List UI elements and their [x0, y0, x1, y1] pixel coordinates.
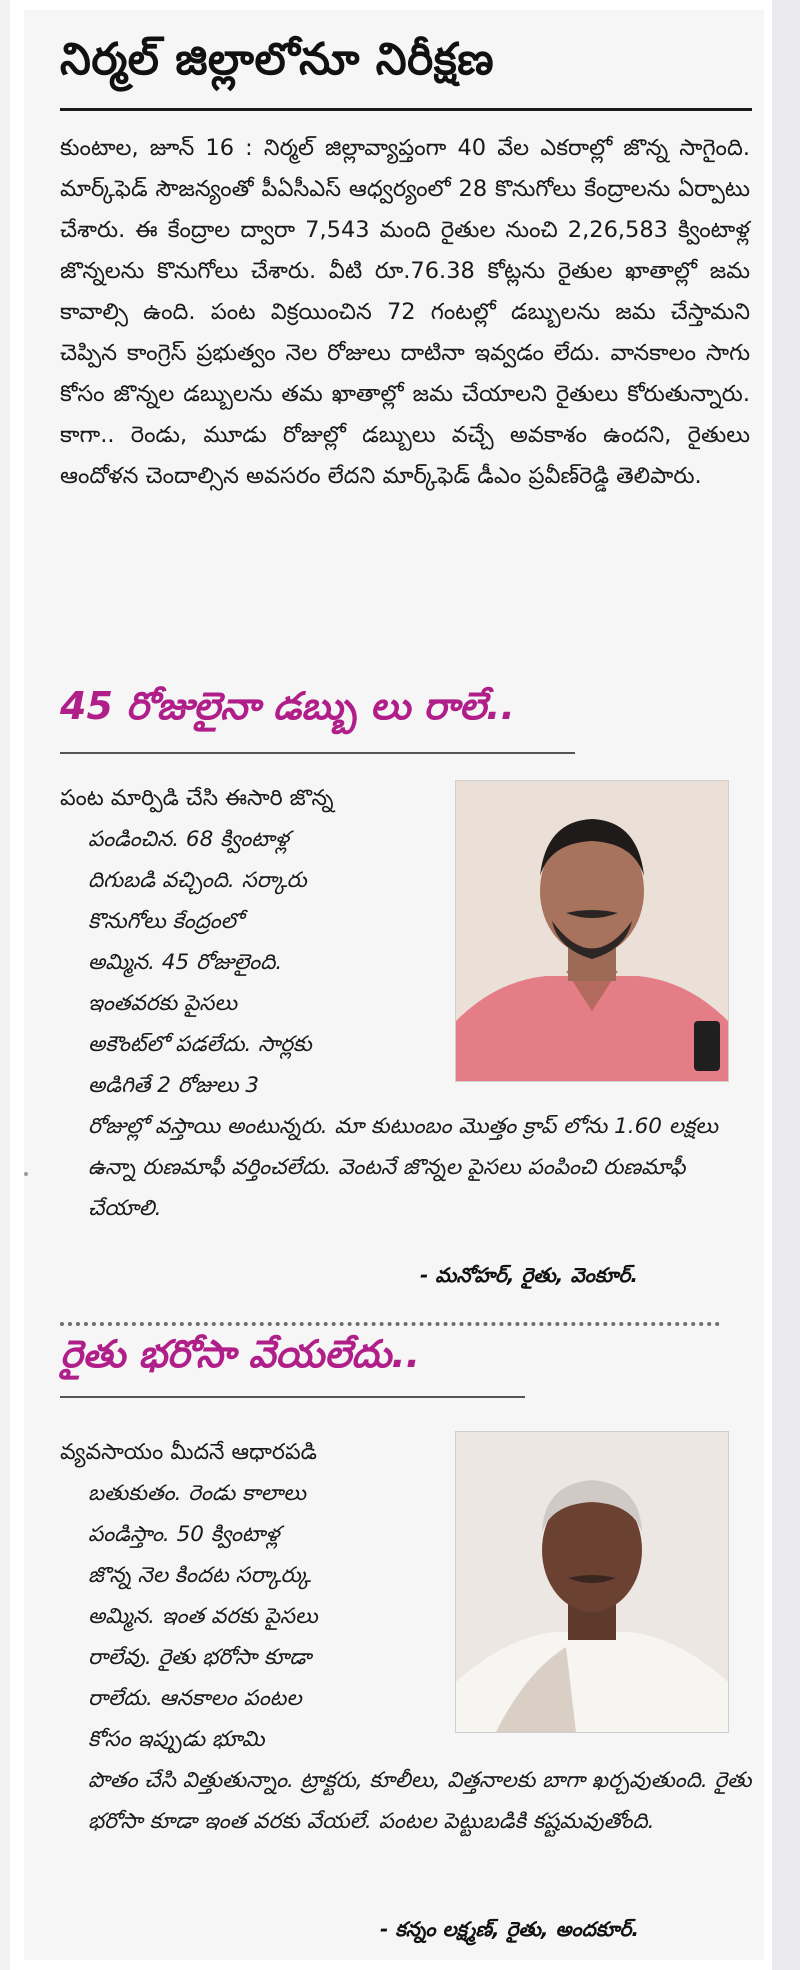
title-underline [60, 108, 752, 111]
quote-1-line: కొనుగోలు కేంద్రంలో [88, 909, 243, 934]
quote-2-line: కోసం ఇప్పుడు భూమి [88, 1727, 265, 1752]
quote-2-continuation: పొతం చేసి విత్తుతున్నాం. ట్రాక్టరు, కూలీలు, విత్తనాలకు బాగా ఖర్చవుతుంది. రైతు భరోసా కూడా ఇంత వరకు వేయలే. పంటల పెట్టుబడికి కష్టమవుతోంది. [88, 1768, 752, 1834]
quote-1-attribution: - మనోహర్, రైతు, వెంకూర్. [420, 1263, 638, 1287]
quote-2-line: రాలేదు. ఆనకాలం పంటల [88, 1686, 302, 1711]
article-intro-paragraph: కుంటాల, జూన్ 16 : నిర్మల్ జిల్లావ్యాప్తంగా 40 వేల ఎకరాల్లో జొన్న సాగైంది. మార్క్‌ఫెడ్ సౌజన్యంతో పీఏసీఎస్ ఆధ్వర్యంలో 28 కొనుగోలు కేంద్రాలను ఏర్పాటు చేశారు. ఈ కేంద్రాల ద్వారా 7,543 మంది రైతుల నుంచి 2,26,583 క్వింటాళ్ల జొన్నలను కొనుగోలు చేశారు. వీటి రూ.76.38 కోట్లను రైతుల ఖాతాల్లో జమ కావాల్సి ఉంది. పంట విక్రయించిన 72 గంటల్లో డబ్బులను జమ చేస్తామని చెప్పిన కాంగ్రెస్ ప్రభుత్వం నెల రోజులు దాటినా ఇవ్వడం లేదు. వానకాలం సాగు కోసం జొన్నల డబ్బులను తమ ఖాతాల్లో జమ చేయాలని రైతులు కోరుతున్నారు. కాగా.. రెండు, మూడు రోజుల్లో డబ్బులు వచ్చే అవకాశం ఉందని, రైతులు ఆందోళన చెందాల్సిన అవసరం లేదని మార్క్‌ఫెడ్ డీఎం ప్రవీణ్‌రెడ్డి తెలిపారు. [60, 135, 750, 489]
quote-1-line: దిగుబడి వచ్చింది. సర్కారు [88, 868, 307, 893]
article-title: నిర్మల్ జిల్లాలోనూ నిరీక్షణ [60, 34, 495, 85]
right-margin [772, 0, 800, 1970]
section-divider [60, 1322, 720, 1326]
portrait-illustration [456, 781, 728, 1081]
quote-1-line: అకౌంట్‌లో పడలేదు. సార్లకు [88, 1032, 312, 1057]
quote-2-attribution: - కన్నం లక్ష్మణ్, రైతు, అందకూర్. [380, 1917, 640, 1941]
quote-1-line: ఇంతవరకు పైసలు [88, 991, 238, 1016]
quote-2-line: వ్యవసాయం మీదనే ఆధారపడి [60, 1440, 317, 1465]
quote-2-line: రాలేవు. రైతు భరోసా కూడా [88, 1645, 312, 1670]
quote-1-line: అడిగితే 2 రోజులు 3 [88, 1073, 259, 1098]
quote-1-line: పంట మార్పిడి చేసి ఈసారి జొన్న [60, 786, 334, 811]
farmer-photo-lakshman [455, 1431, 729, 1733]
quote-1-line: పండించిన. 68 క్వింటాళ్ల [88, 827, 289, 852]
quote-2-heading-underline [60, 1396, 525, 1398]
quote-1-continuation: రోజుల్లో వస్తాయి అంటున్నరు. మా కుటుంబం మొత్తం క్రాప్ లోను 1.60 లక్షలు ఉన్నా రుణమాఫీ వర్తించలేదు. వెంటనే జొన్నల పైసలు పంపించి రుణమాఫీ చేయాలి. [88, 1114, 718, 1221]
margin-dot [24, 1172, 28, 1176]
portrait-illustration [456, 1432, 728, 1732]
quote-2-line: పండిస్తాం. 50 క్వింటాళ్ల [88, 1522, 280, 1547]
quote-1-heading-underline [60, 752, 575, 754]
quote-2-line: బతుకుతం. రెండు కాలాలు [88, 1481, 306, 1506]
quote-2-line: జొన్న నెల కిందట సర్కార్కు [88, 1563, 311, 1588]
quote-2-heading: రైతు భరోసా వేయలేదు.. [60, 1332, 421, 1376]
quote-2-line: అమ్మిన. ఇంత వరకు పైసలు [88, 1604, 318, 1629]
left-margin [0, 0, 10, 1970]
farmer-photo-manohar [455, 780, 729, 1082]
quote-1-heading: 45 రోజులైనా డబ్బు లు రాలే.. [60, 684, 515, 728]
quote-1-line: అమ్మిన. 45 రోజులైంది. [88, 950, 283, 975]
